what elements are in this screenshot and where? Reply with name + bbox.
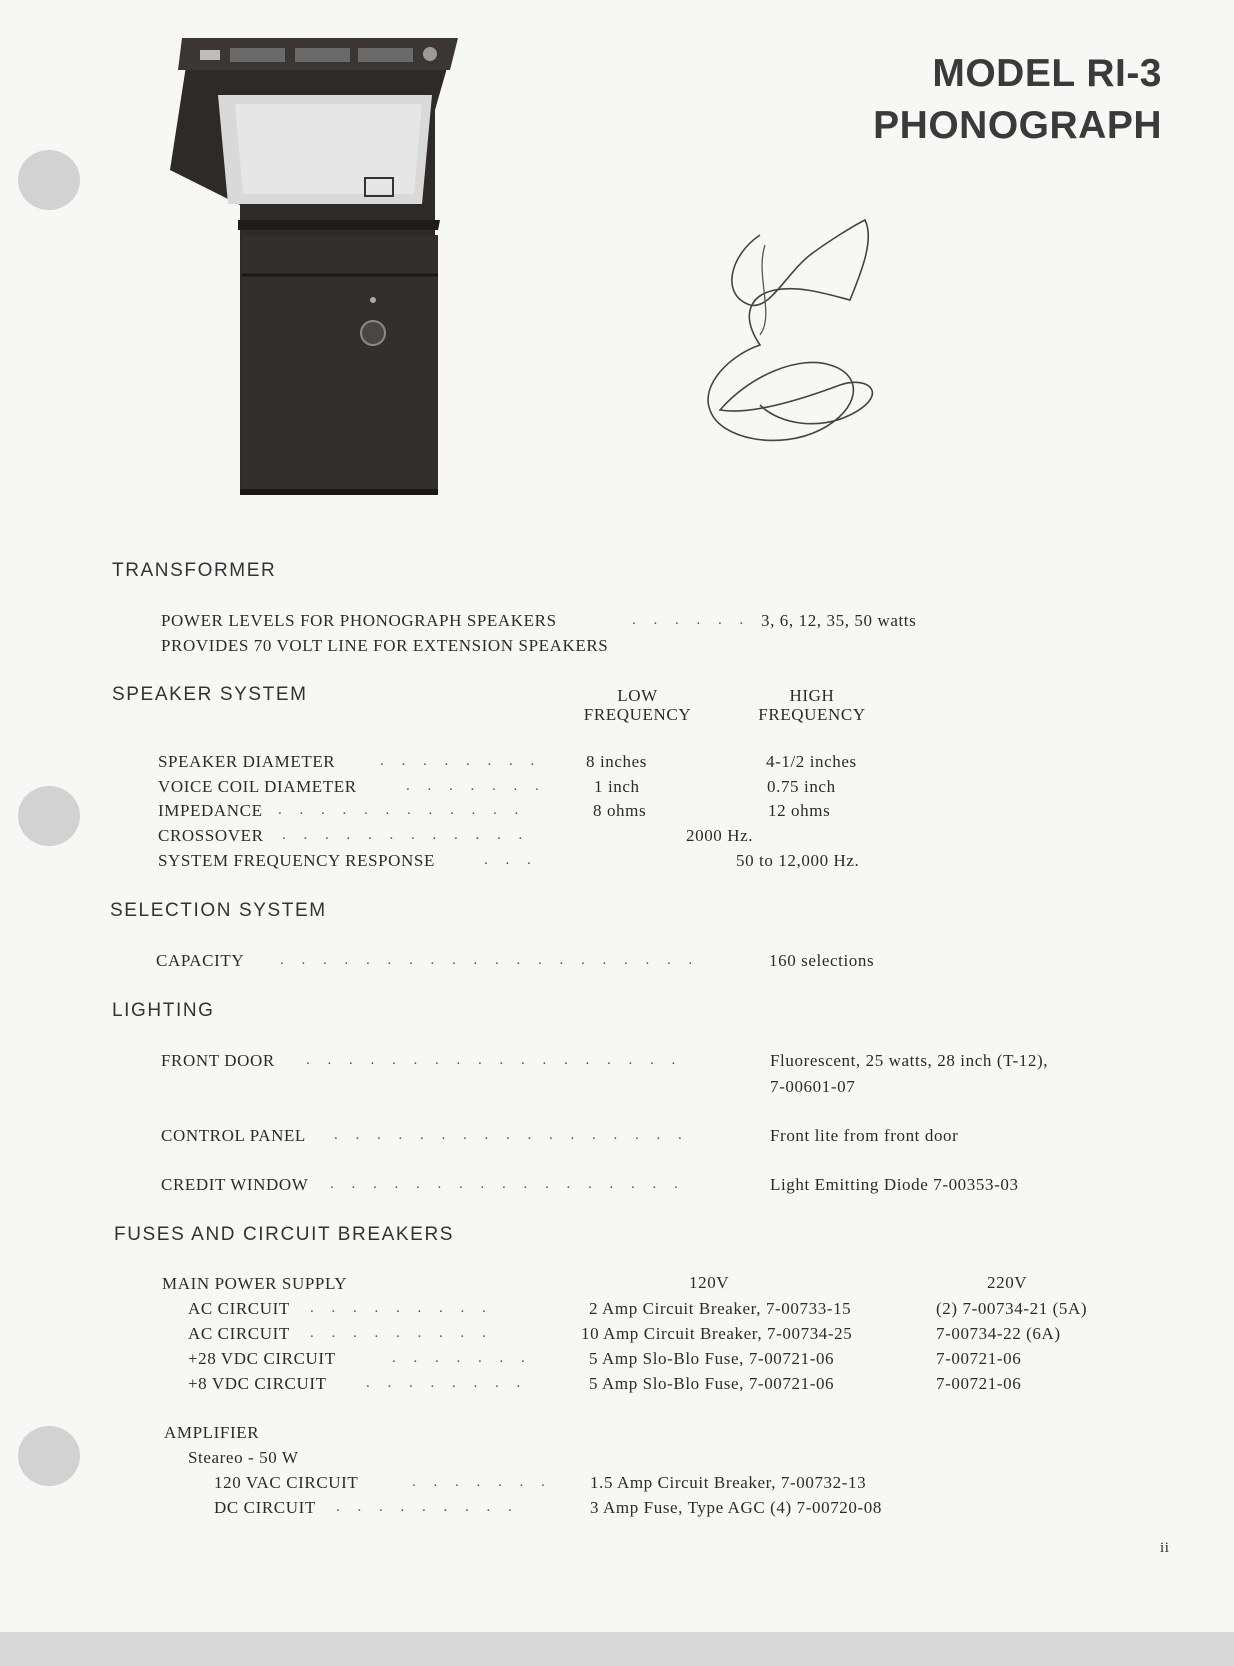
extension-speakers-label: PROVIDES 70 VOLT LINE FOR EXTENSION SPEAKERS xyxy=(161,636,609,655)
lighting-value: Fluorescent, 25 watts, 28 inch (T-12), xyxy=(770,1051,1049,1070)
column-header-120v: 120V xyxy=(689,1273,730,1292)
section-heading-selection-system: SELECTION SYSTEM xyxy=(110,900,327,921)
spec-value-low: 8 inches xyxy=(586,752,647,771)
column-header-220v: 220V xyxy=(987,1273,1028,1292)
model-title: MODEL RI-3 xyxy=(932,52,1162,95)
lighting-value: Light Emitting Diode 7-00353-03 xyxy=(770,1175,1019,1194)
fuse-value-120v: 2 Amp Circuit Breaker, 7-00733-15 xyxy=(589,1299,852,1318)
dot-leader: . . . . . . . . . . . . . . . . . xyxy=(334,1127,689,1143)
section-heading-speaker-system: SPEAKER SYSTEM xyxy=(112,684,308,705)
punch-hole xyxy=(18,150,80,210)
high-frequency-header-line1: HIGH xyxy=(789,686,835,705)
dot-leader: . . . . . . . . . . . . xyxy=(282,827,530,843)
spec-label: IMPEDANCE xyxy=(158,801,263,820)
low-frequency-header-line2: FREQUENCY xyxy=(583,705,692,724)
fuse-value-120v: 5 Amp Slo-Blo Fuse, 7-00721-06 xyxy=(589,1349,835,1368)
spec-label: VOICE COIL DIAMETER xyxy=(158,777,357,796)
spec-value-high: 12 ohms xyxy=(768,801,831,820)
scan-border xyxy=(0,1632,1234,1666)
dot-leader: . . . . . . . . . xyxy=(336,1499,519,1515)
punch-hole xyxy=(18,786,80,846)
amp-circuit-value: 1.5 Amp Circuit Breaker, 7-00732-13 xyxy=(590,1473,867,1492)
capacity-label: CAPACITY xyxy=(156,951,245,970)
dot-leader: . . . . . . . . xyxy=(366,1375,528,1391)
section-heading-transformer: TRANSFORMER xyxy=(112,560,277,581)
dot-leader: . . . . . . . . . xyxy=(310,1325,493,1341)
spec-value-high: 4-1/2 inches xyxy=(766,752,857,771)
spec-label: SPEAKER DIAMETER xyxy=(158,752,336,771)
amp-circuit-label: 120 VAC CIRCUIT xyxy=(214,1473,359,1492)
lighting-label: FRONT DOOR xyxy=(161,1051,275,1070)
handwritten-scribble xyxy=(690,215,905,475)
dot-leader: . . . . . . . xyxy=(406,778,546,794)
amp-circuit-label: DC CIRCUIT xyxy=(214,1498,316,1517)
dot-leader: . . . . . . . . . . . . xyxy=(278,802,526,818)
fuse-value-220v: (2) 7-00734-21 (5A) xyxy=(936,1299,1088,1318)
fuse-value-220v: 7-00734-22 (6A) xyxy=(936,1324,1061,1343)
dot-leader: . . . . . . . xyxy=(392,1350,532,1366)
power-levels-value: 3, 6, 12, 35, 50 watts xyxy=(761,611,917,630)
amplifier-label: AMPLIFIER xyxy=(164,1423,260,1442)
dot-leader: . . . . . . . . . . . . . . . . . . xyxy=(306,1052,683,1068)
lighting-part-number: 7-00601-07 xyxy=(770,1077,856,1096)
stereo-label: Steareo - 50 W xyxy=(188,1448,299,1467)
lighting-value: Front lite from front door xyxy=(770,1126,959,1145)
fuse-value-220v: 7-00721-06 xyxy=(936,1349,1022,1368)
spec-value: 2000 Hz. xyxy=(686,826,754,845)
spec-label: CROSSOVER xyxy=(158,826,264,845)
fuse-label: +28 VDC CIRCUIT xyxy=(188,1349,336,1368)
high-frequency-header-line2: FREQUENCY xyxy=(758,705,866,724)
amp-circuit-value: 3 Amp Fuse, Type AGC (4) 7-00720-08 xyxy=(590,1498,882,1517)
product-title: PHONOGRAPH xyxy=(873,104,1162,147)
lighting-label: CONTROL PANEL xyxy=(161,1126,306,1145)
section-heading-fuses: FUSES AND CIRCUIT BREAKERS xyxy=(114,1224,455,1245)
page-number: ii xyxy=(1160,1540,1170,1556)
low-frequency-header-line1: LOW xyxy=(617,686,658,705)
fuse-value-120v: 5 Amp Slo-Blo Fuse, 7-00721-06 xyxy=(589,1374,835,1393)
punch-hole xyxy=(18,1426,80,1486)
fuse-label: AC CIRCUIT xyxy=(188,1324,290,1343)
dot-leader: . . . . . . . . . . . . . . . . . . . . xyxy=(280,952,700,968)
dot-leader: . . . xyxy=(484,852,538,868)
dot-leader: . . . . . . . . . . . . . . . . . xyxy=(330,1176,685,1192)
spec-value-high: 0.75 inch xyxy=(767,777,836,796)
fuse-value-120v: 10 Amp Circuit Breaker, 7-00734-25 xyxy=(581,1324,853,1343)
section-heading-lighting: LIGHTING xyxy=(112,1000,215,1021)
dot-leader: . . . . . . xyxy=(632,612,751,628)
spec-label: SYSTEM FREQUENCY RESPONSE xyxy=(158,851,435,870)
spec-value-low: 1 inch xyxy=(594,777,640,796)
lighting-label: CREDIT WINDOW xyxy=(161,1175,309,1194)
dot-leader: . . . . . . . . xyxy=(380,753,542,769)
main-power-supply-label: MAIN POWER SUPPLY xyxy=(162,1274,348,1293)
power-levels-label: POWER LEVELS FOR PHONOGRAPH SPEAKERS xyxy=(161,611,557,630)
dot-leader: . . . . . . . . . xyxy=(310,1300,493,1316)
capacity-value: 160 selections xyxy=(769,951,875,970)
fuse-label: +8 VDC CIRCUIT xyxy=(188,1374,327,1393)
spec-value: 50 to 12,000 Hz. xyxy=(736,851,860,870)
fuse-value-220v: 7-00721-06 xyxy=(936,1374,1022,1393)
fuse-label: AC CIRCUIT xyxy=(188,1299,290,1318)
dot-leader: . . . . . . . xyxy=(412,1474,552,1490)
spec-value-low: 8 ohms xyxy=(593,801,647,820)
jukebox-illustration xyxy=(160,30,480,506)
